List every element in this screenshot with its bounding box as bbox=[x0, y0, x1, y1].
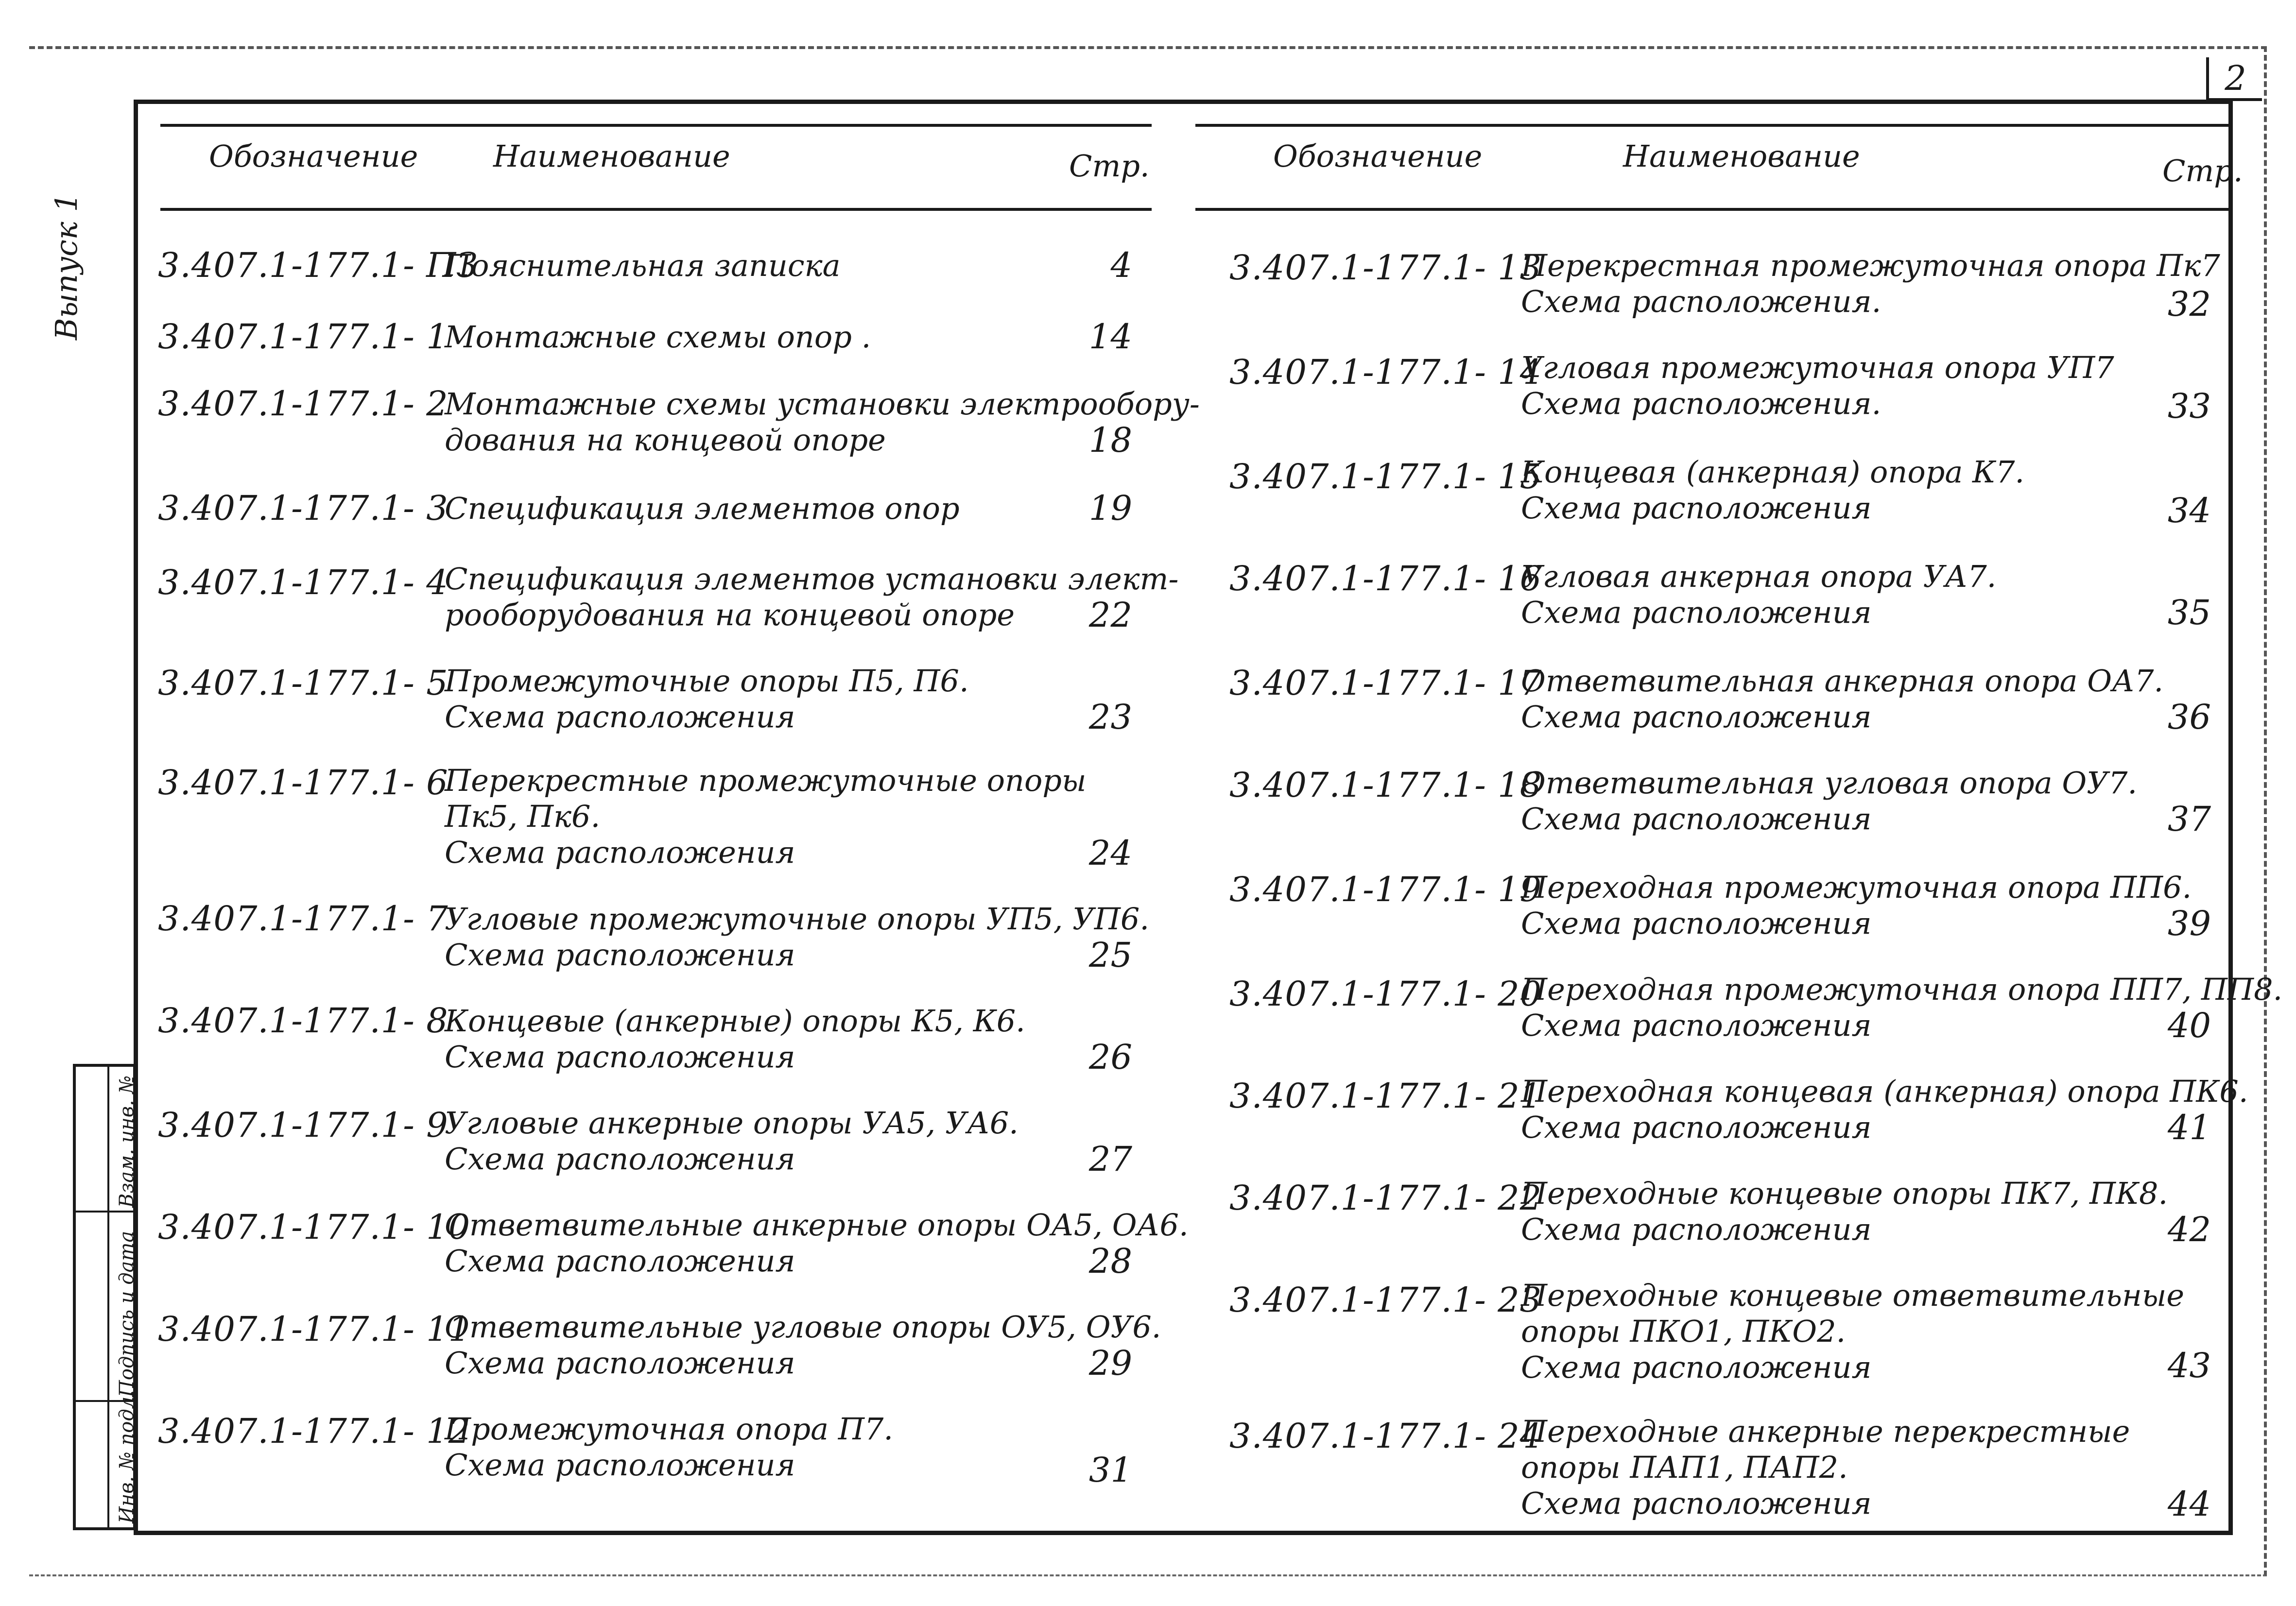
entry-page: 28 bbox=[1088, 1241, 1132, 1281]
entry-title: Монтажные схемы опор . bbox=[445, 319, 871, 355]
entry-code: 3.407.1-177.1- 3 bbox=[158, 488, 449, 528]
entry-title: рооборудования на концевой опоре bbox=[445, 597, 1015, 632]
entry-page: 33 bbox=[2167, 386, 2211, 426]
right-header-top-rule bbox=[1195, 124, 2230, 127]
entry-title: Схема расположения bbox=[1521, 1212, 1872, 1247]
entry-title: Пк5, Пк6. bbox=[445, 799, 601, 834]
entry-title: Схема расположения bbox=[445, 1243, 795, 1279]
entry-title: Ответвительная угловая опора ОУ7. bbox=[1521, 765, 2138, 801]
entry-title: Схема расположения bbox=[1521, 1486, 1872, 1521]
entry-page: 31 bbox=[1088, 1450, 1132, 1490]
entry-code: 3.407.1-177.1- 16 bbox=[1229, 559, 1542, 598]
entry-page: 43 bbox=[2167, 1346, 2211, 1385]
entry-title: Схема расположения bbox=[445, 1345, 795, 1381]
entry-title: Монтажные схемы установки электрообору- bbox=[445, 386, 1200, 422]
left-header-designation: Обозначение bbox=[209, 138, 418, 174]
entry-title: Промежуточные опоры П5, П6. bbox=[445, 663, 969, 699]
entry-page: 42 bbox=[2167, 1210, 2211, 1249]
entry-title: опоры ПКО1, ПКО2. bbox=[1521, 1314, 1846, 1349]
entry-title: Промежуточная опора П7. bbox=[445, 1411, 894, 1447]
entry-title: Концевые (анкерные) опоры К5, К6. bbox=[445, 1003, 1025, 1039]
entry-code: 3.407.1-177.1- 17 bbox=[1229, 663, 1542, 703]
entry-page: 32 bbox=[2167, 284, 2211, 324]
entry-title: Угловые промежуточные опоры УП5, УП6. bbox=[445, 901, 1150, 937]
entry-title: Схема расположения. bbox=[1521, 284, 1882, 319]
entry-title: Ответвительные угловые опоры ОУ5, ОУ6. bbox=[445, 1309, 1161, 1345]
entry-code: 3.407.1-177.1- 8 bbox=[158, 1001, 449, 1041]
entry-title: Схема расположения. bbox=[1521, 386, 1882, 421]
entry-code: 3.407.1-177.1- 20 bbox=[1229, 974, 1542, 1014]
entry-title: Схема расположения bbox=[445, 1039, 795, 1075]
stamp-row-inv bbox=[76, 1390, 138, 1527]
entry-code: 3.407.1-177.1- 2 bbox=[158, 384, 449, 424]
entry-title: Концевая (анкерная) опора К7. bbox=[1521, 454, 2025, 490]
entry-page: 23 bbox=[1088, 697, 1132, 737]
entry-title: Перекрестная промежуточная опора Пк7 bbox=[1521, 248, 2220, 283]
entry-page: 39 bbox=[2167, 904, 2211, 943]
entry-code: 3.407.1-177.1- 22 bbox=[1229, 1178, 1542, 1218]
entry-code: 3.407.1-177.1- 7 bbox=[158, 899, 449, 939]
entry-title: Перекрестные промежуточные опоры bbox=[445, 763, 1087, 798]
entry-code: 3.407.1-177.1- ПЗ bbox=[158, 245, 478, 285]
entry-title: Схема расположения bbox=[445, 937, 795, 973]
entry-title: Схема расположения bbox=[1521, 1110, 1872, 1145]
right-header-page: Стр. bbox=[2162, 153, 2243, 188]
entry-title: Угловая промежуточная опора УП7 bbox=[1521, 350, 2114, 385]
left-header-top-rule bbox=[160, 124, 1152, 127]
entry-title: Спецификация элементов установки элект- bbox=[445, 561, 1179, 597]
entry-code: 3.407.1-177.1- 4 bbox=[158, 563, 449, 602]
entry-title: Ответвительная анкерная опора ОА7. bbox=[1521, 663, 2164, 699]
entry-title: Схема расположения bbox=[445, 1447, 795, 1483]
entry-page: 44 bbox=[2167, 1484, 2211, 1524]
entry-page: 24 bbox=[1088, 833, 1132, 873]
entry-title: Схема расположения bbox=[1521, 906, 1872, 941]
left-header-page: Стр. bbox=[1069, 148, 1150, 184]
entry-page: 41 bbox=[2167, 1108, 2211, 1147]
entry-title: Угловые анкерные опоры УА5, УА6. bbox=[445, 1105, 1019, 1141]
left-header-bottom-rule bbox=[160, 208, 1152, 211]
stamp-row-signature bbox=[76, 1213, 138, 1402]
stamp-signature-date: Подпись и дата bbox=[116, 1230, 138, 1397]
entry-code: 3.407.1-177.1- 21 bbox=[1229, 1076, 1542, 1116]
entry-code: 3.407.1-177.1- 13 bbox=[1229, 248, 1542, 288]
entry-code: 3.407.1-177.1- 5 bbox=[158, 663, 449, 703]
left-header-name: Наименование bbox=[493, 138, 730, 174]
entry-code: 3.407.1-177.1- 6 bbox=[158, 763, 449, 803]
stamp-row-replaces bbox=[76, 1067, 138, 1213]
entry-code: 3.407.1-177.1- 23 bbox=[1229, 1280, 1542, 1320]
entry-title: Схема расположения bbox=[1521, 1008, 1872, 1043]
stamp-replaces-inv: Взам. инв. № bbox=[116, 1075, 138, 1208]
entry-title: Спецификация элементов опор bbox=[445, 491, 960, 526]
entry-title: дования на концевой опоре bbox=[445, 422, 886, 458]
entry-page: 35 bbox=[2167, 593, 2211, 632]
entry-code: 3.407.1-177.1- 12 bbox=[158, 1411, 471, 1451]
entry-title: Схема расположения bbox=[445, 699, 795, 735]
entry-page: 22 bbox=[1088, 595, 1132, 635]
entry-title: Переходная промежуточная опора ПП6. bbox=[1521, 870, 2192, 905]
entry-page: 18 bbox=[1088, 420, 1132, 460]
entry-page: 25 bbox=[1088, 935, 1132, 975]
entry-code: 3.407.1-177.1- 18 bbox=[1229, 765, 1542, 805]
entry-page: 29 bbox=[1088, 1343, 1132, 1383]
entry-title: Схема расположения bbox=[1521, 699, 1872, 735]
right-header-name: Наименование bbox=[1623, 138, 1860, 174]
approval-stamp bbox=[73, 1064, 136, 1530]
issue-label: Выпуск 1 bbox=[49, 193, 84, 340]
entry-page: 37 bbox=[2167, 799, 2211, 839]
entry-title: Схема расположения bbox=[445, 835, 795, 870]
entry-code: 3.407.1-177.1- 15 bbox=[1229, 457, 1542, 496]
sheet-number: 2 bbox=[2206, 57, 2262, 101]
entry-title: Переходные концевые ответвительные bbox=[1521, 1278, 2185, 1313]
entry-title: Переходная концевая (анкерная) опора ПК6. bbox=[1521, 1074, 2248, 1109]
entry-page: 27 bbox=[1088, 1139, 1132, 1179]
entry-page: 40 bbox=[2167, 1006, 2211, 1045]
entry-code: 3.407.1-177.1- 14 bbox=[1229, 352, 1542, 392]
entry-page: 34 bbox=[2167, 491, 2211, 530]
entry-title: Ответвительные анкерные опоры ОА5, ОА6. bbox=[445, 1207, 1189, 1243]
entry-title: Переходные анкерные перекрестные bbox=[1521, 1414, 2130, 1449]
entry-page: 19 bbox=[1088, 488, 1132, 528]
entry-title: Схема расположения bbox=[1521, 801, 1872, 837]
entry-title: Схема расположения bbox=[1521, 1350, 1872, 1385]
entry-title: Схема расположения bbox=[445, 1141, 795, 1177]
entry-title: Схема расположения bbox=[1521, 595, 1872, 630]
entry-code: 3.407.1-177.1- 9 bbox=[158, 1105, 449, 1145]
entry-page: 14 bbox=[1088, 317, 1132, 357]
entry-title: Схема расположения bbox=[1521, 490, 1872, 526]
right-header-bottom-rule bbox=[1195, 208, 2230, 211]
entry-page: 4 bbox=[1110, 245, 1132, 285]
stamp-inv-original: Инв. № подл. bbox=[116, 1390, 138, 1523]
entry-page: 26 bbox=[1088, 1037, 1132, 1077]
entry-title: опоры ПАП1, ПАП2. bbox=[1521, 1450, 1848, 1485]
entry-title: Угловая анкерная опора УА7. bbox=[1521, 559, 1997, 594]
entry-title: Пояснительная записка bbox=[445, 248, 841, 283]
entry-title: Переходная промежуточная опора ПП7, ПП8. bbox=[1521, 972, 2283, 1007]
entry-page: 36 bbox=[2167, 697, 2211, 737]
right-header-designation: Обозначение bbox=[1273, 138, 1483, 174]
entry-code: 3.407.1-177.1- 19 bbox=[1229, 870, 1542, 909]
entry-title: Переходные концевые опоры ПК7, ПК8. bbox=[1521, 1176, 2168, 1211]
entry-code: 3.407.1-177.1- 11 bbox=[158, 1309, 471, 1349]
entry-code: 3.407.1-177.1- 10 bbox=[158, 1207, 471, 1247]
entry-code: 3.407.1-177.1- 1 bbox=[158, 317, 449, 357]
entry-code: 3.407.1-177.1- 24 bbox=[1229, 1416, 1542, 1456]
